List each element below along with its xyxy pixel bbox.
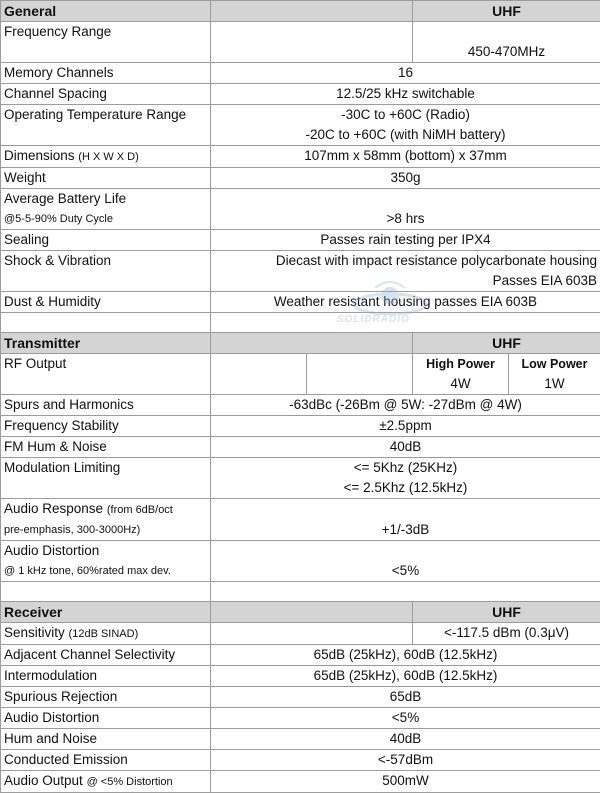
adj-value: 65dB (25kHz), 60dB (12.5kHz) [211,645,600,666]
spurs-value: -63dBc (-26Bm @ 5W: -27dBm @ 4W) [211,395,600,416]
sens-row [1,623,600,645]
stab-value: ±2.5ppm [211,416,600,437]
fm-hum-label: FM Hum & Noise [1,437,211,458]
general-header-spacer [211,1,413,22]
spacer-cell [211,313,600,333]
shock-value [211,251,600,292]
mem-value: 16 [211,63,600,84]
battery-label-text: Average Battery Life [4,189,207,209]
spur-value: 65dB [211,687,600,708]
receiver-header-spacer [211,602,413,623]
temp-value [211,105,600,146]
rf-label: RF Output [1,354,211,395]
spacing-row [1,84,600,105]
mod-label: Modulation Limiting [1,458,211,499]
transmitter-header-row [1,333,600,354]
rf-high-value: 4W [416,374,505,394]
receiver-band-label: UHF [413,602,600,623]
sealing-value: Passes rain testing per IPX4 [211,230,600,251]
dim-label-text: Dimensions [4,148,75,163]
audio-resp-label-text: Audio Response [4,501,103,516]
rf-high [413,354,509,395]
sens-label-suffix: (12dB SINAD) [69,628,139,640]
inter-value: 65dB (25kHz), 60dB (12.5kHz) [211,666,600,687]
rf-row [1,354,600,395]
rx-audio-dist-row [1,708,600,729]
mod-value-line-1: <= 5Khz (25KHz) [214,458,597,478]
dust-label: Dust & Humidity [1,292,211,313]
cond-value: <-57dBm [211,750,600,771]
aout-value: 500mW [211,771,600,793]
spacer-row-2 [1,582,600,602]
battery-label-sub: @5-5-90% Duty Cycle [4,209,207,229]
general-header-row [1,1,600,22]
receiver-header-row [1,602,600,623]
fm-hum-row [1,437,600,458]
mem-label: Memory Channels [1,63,211,84]
general-header: General [1,1,211,22]
inter-label: Intermodulation [1,666,211,687]
cond-row [1,750,600,771]
spacer-cell [1,313,211,333]
sens-value: <-117.5 dBm (0.3μV) [413,623,600,645]
tx-audio-dist-row [1,541,600,582]
battery-value: >8 hrs [211,189,600,230]
spacing-label: Channel Spacing [1,84,211,105]
spacing-value: 12.5/25 kHz switchable [211,84,600,105]
shock-row [1,251,600,292]
mod-row [1,458,600,499]
sens-label-text: Sensitivity [4,625,65,640]
sens-spacer [211,623,413,645]
adj-label: Adjacent Channel Selectivity [1,645,211,666]
audio-resp-row [1,499,600,541]
shock-value-line-1: Diecast with impact resistance polycarbonate housing [214,251,597,271]
dim-row [1,146,600,168]
temp-value-line-1: -30C to +60C (Radio) [214,105,597,125]
spacer-row-1 [1,313,600,333]
stab-label: Frequency Stability [1,416,211,437]
temp-row [1,105,600,146]
freq-spacer [211,22,413,63]
freq-label: Frequency Range [1,22,211,63]
transmitter-band-label: UHF [413,333,600,354]
weight-value: 350g [211,168,600,189]
spacer-cell [1,582,211,602]
transmitter-header-spacer [211,333,413,354]
rf-spacer [211,354,307,395]
audio-resp-label-sub: pre-emphasis, 300-3000Hz) [4,520,207,540]
dim-value: 107mm x 58mm (bottom) x 37mm [211,146,600,168]
spur-row [1,687,600,708]
sens-label [1,623,211,645]
tx-audio-dist-value: <5% [211,541,600,582]
rf-high-label: High Power [416,354,505,374]
cond-label: Conducted Emission [1,750,211,771]
rx-hum-row [1,729,600,750]
dim-label-suffix: (H X W X D) [78,151,139,163]
freq-row [1,22,600,63]
mod-value-line-2: <= 2.5Khz (12.5kHz) [214,478,597,498]
aout-label-text: Audio Output [4,773,83,788]
rx-hum-value: 40dB [211,729,600,750]
sealing-row [1,230,600,251]
rf-low-value: 1W [512,374,597,394]
audio-resp-value: +1/-3dB [211,499,600,541]
dust-row [1,292,600,313]
general-band-label: UHF [413,1,600,22]
weight-label: Weight [1,168,211,189]
battery-row [1,189,600,230]
rf-low [509,354,600,395]
freq-value: 450-470MHz [413,22,600,63]
aout-label [1,771,211,793]
rx-hum-label: Hum and Noise [1,729,211,750]
rx-audio-dist-label: Audio Distortion [1,708,211,729]
spurs-label: Spurs and Harmonics [1,395,211,416]
spurs-row [1,395,600,416]
shock-label: Shock & Vibration [1,251,211,292]
receiver-header: Receiver [1,602,211,623]
temp-value-line-2: -20C to +60C (with NiMH battery) [214,125,597,145]
mod-value [211,458,600,499]
tx-audio-dist-label-text: Audio Distortion [4,541,207,561]
audio-resp-label [1,499,211,541]
rf-spacer [307,354,413,395]
spur-label: Spurious Rejection [1,687,211,708]
inter-row [1,666,600,687]
spacer-cell [211,582,600,602]
aout-row [1,771,600,793]
watermark-text: SOLIDRADIO [337,314,410,325]
shock-value-line-2: Passes EIA 603B [214,271,597,291]
aout-label-suffix: @ <5% Distortion [87,776,173,788]
stab-row [1,416,600,437]
weight-row [1,168,600,189]
dim-label [1,146,211,168]
dust-value: Weather resistant housing passes EIA 603B [211,292,600,313]
rx-audio-dist-value: <5% [211,708,600,729]
mem-row [1,63,600,84]
fm-hum-value: 40dB [211,437,600,458]
battery-label [1,189,211,230]
tx-audio-dist-label-sub: @ 1 kHz tone, 60%rated max dev. [4,561,207,581]
temp-label: Operating Temperature Range [1,105,211,146]
transmitter-header: Transmitter [1,333,211,354]
sealing-label: Sealing [1,230,211,251]
adj-row [1,645,600,666]
rf-low-label: Low Power [512,354,597,374]
audio-resp-label-suffix: (from 6dB/oct [107,504,173,516]
tx-audio-dist-label [1,541,211,582]
